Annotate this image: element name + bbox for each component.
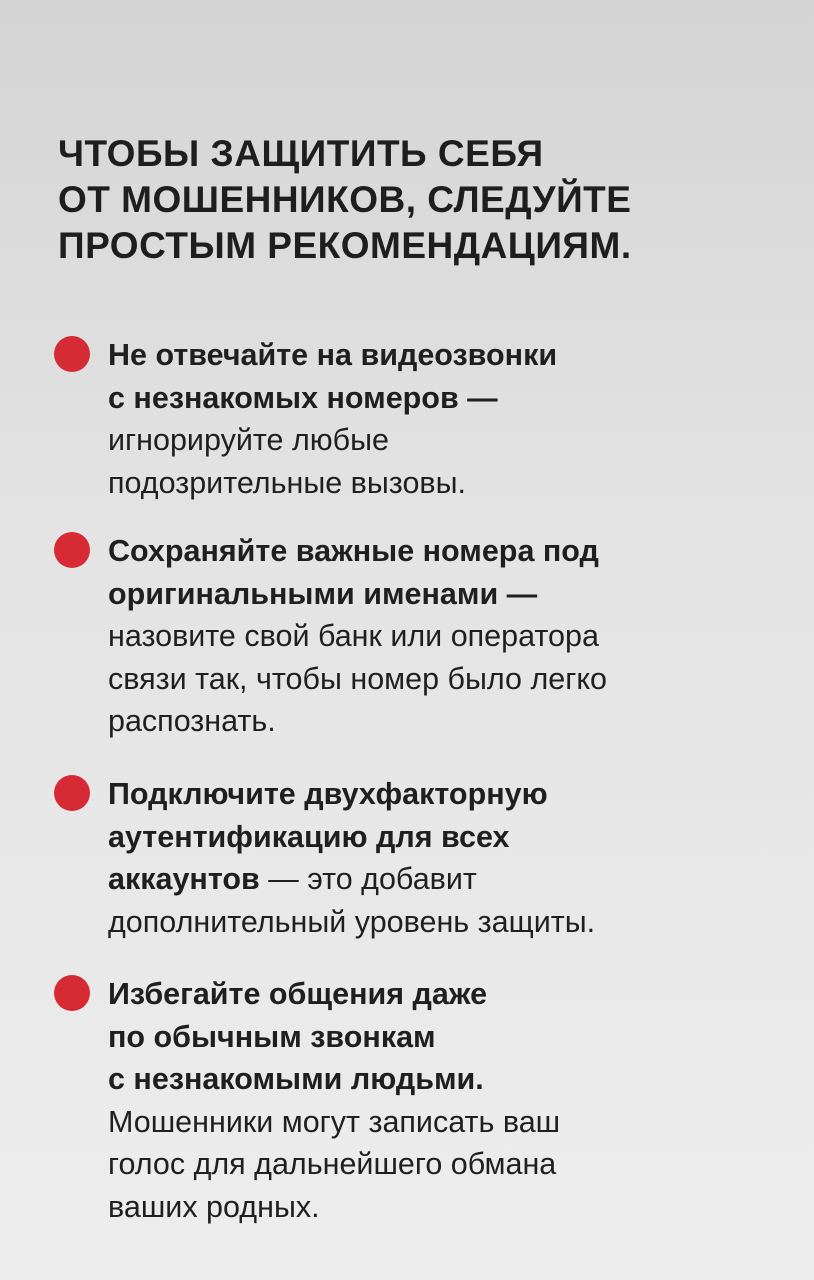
tip-line xyxy=(108,462,788,505)
tip-line xyxy=(108,419,788,462)
tip-line xyxy=(108,1016,788,1059)
tip-line xyxy=(108,901,788,944)
tip-bold-text: с незнакомыми людьми. xyxy=(108,1062,484,1096)
tip-text xyxy=(108,773,788,943)
tip-line xyxy=(108,1101,788,1144)
tip-line xyxy=(108,858,788,901)
tip-line xyxy=(108,700,788,743)
tip-line xyxy=(108,773,788,816)
red-dot-icon xyxy=(54,775,90,811)
title-line: ОТ МОШЕННИКОВ, СЛЕДУЙТЕ xyxy=(58,179,632,220)
tip-bold-text: Сохраняйте важные номера под xyxy=(108,534,599,568)
tip-line xyxy=(108,1143,788,1186)
tip-regular-text: голос для дальнейшего обмана xyxy=(108,1147,557,1181)
tip-regular-text: связи так, чтобы номер было легко xyxy=(108,661,608,696)
red-dot-icon xyxy=(54,975,90,1011)
tip-bold-text: Подключите двухфакторную xyxy=(108,777,548,811)
tip-text xyxy=(108,530,788,743)
page-title xyxy=(58,131,778,269)
tip-regular-text: распознать. xyxy=(108,704,276,738)
tip-line xyxy=(108,816,788,859)
tip-line xyxy=(108,615,788,658)
red-dot-icon xyxy=(54,532,90,568)
tip-bold-text: оригинальными именами — xyxy=(108,576,538,611)
tip-bold-text: с незнакомых номеров — xyxy=(108,380,498,415)
red-dot-icon xyxy=(54,336,90,372)
tip-bold-text: аутентификацию для всех xyxy=(108,819,510,854)
title-line: ПРОСТЫМ РЕКОМЕНДАЦИЯМ. xyxy=(58,225,632,266)
tip-regular-text: назовите свой банк или оператора xyxy=(108,619,599,653)
tip-text xyxy=(108,973,788,1228)
tip-line xyxy=(108,973,788,1016)
tip-line xyxy=(108,334,788,377)
tip-line xyxy=(108,1058,788,1101)
tip-regular-text: игнорируйте любые xyxy=(108,423,389,457)
title-line: ЧТОБЫ ЗАЩИТИТЬ СЕБЯ xyxy=(58,133,544,174)
tip-line xyxy=(108,377,788,420)
tip-bold-text: по обычным звонкам xyxy=(108,1019,436,1054)
tip-regular-text: — это добавит xyxy=(259,862,477,896)
tip-regular-text: Мошенники могут записать ваш xyxy=(108,1104,561,1139)
tip-line xyxy=(108,530,788,573)
tip-text xyxy=(108,334,788,504)
tip-line xyxy=(108,573,788,616)
tip-bold-text: Не отвечайте на видеозвонки xyxy=(108,338,558,372)
tip-regular-text: ваших родных. xyxy=(108,1189,320,1224)
tip-regular-text: дополнительный уровень защиты. xyxy=(108,904,596,939)
tip-line xyxy=(108,658,788,701)
tip-bold-text: Избегайте общения даже xyxy=(108,977,488,1011)
tip-regular-text: подозрительные вызовы. xyxy=(108,465,467,500)
tip-bold-text: аккаунтов xyxy=(108,862,260,896)
tip-line xyxy=(108,1186,788,1229)
